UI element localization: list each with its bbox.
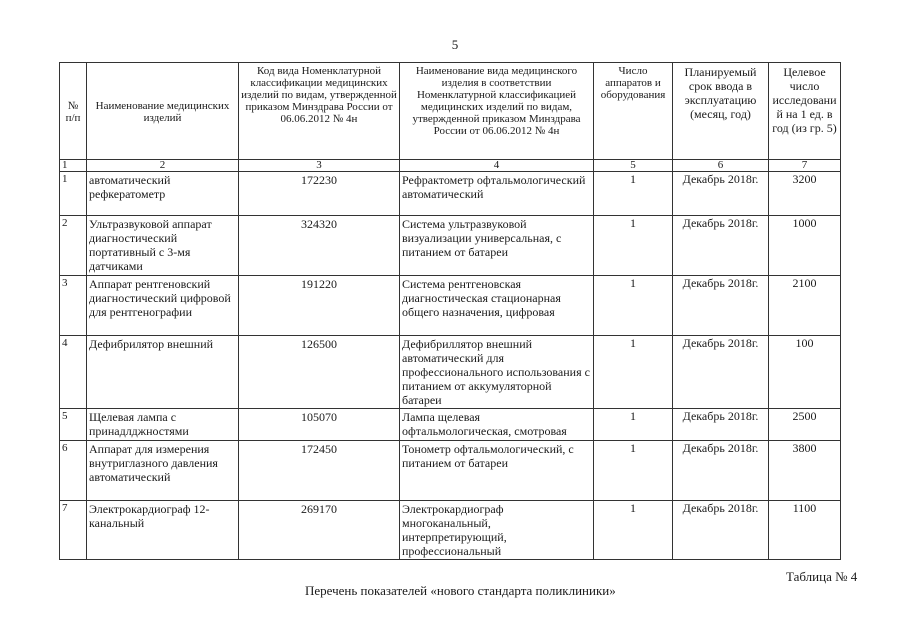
row-count: 1: [594, 336, 673, 409]
column-number: 3: [239, 160, 400, 172]
column-number: 1: [60, 160, 87, 172]
row-count: 1: [594, 276, 673, 336]
row-date: Декабрь 2018г.: [673, 409, 769, 441]
row-target: 3800: [769, 441, 841, 501]
row-count: 1: [594, 441, 673, 501]
row-target: 3200: [769, 172, 841, 216]
row-num: 4: [60, 336, 87, 409]
row-code: 191220: [239, 276, 400, 336]
column-number: 6: [673, 160, 769, 172]
header-kind: Наименование вида медицинского изделия в соответствии Номенклатурной классификацией медицинских изделий по видам, утвержденной приказом Минздрава России от 06.06.2012 № 4н: [400, 63, 594, 160]
table-row: [60, 501, 841, 560]
row-target: 2500: [769, 409, 841, 441]
row-code: 172230: [239, 172, 400, 216]
row-name: Ультразвуковой аппарат диагностический портативный с 3-мя датчиками: [87, 216, 239, 276]
row-target: 1000: [769, 216, 841, 276]
row-num: 6: [60, 441, 87, 501]
row-count: 1: [594, 409, 673, 441]
row-num: 3: [60, 276, 87, 336]
row-name: автоматический рефкератометр: [87, 172, 239, 216]
row-kind: Система рентгеновская диагностическая стационарная общего назначения, цифровая: [400, 276, 594, 336]
column-number: 7: [769, 160, 841, 172]
medical-equipment-table: [59, 62, 841, 560]
page-number: 5: [451, 37, 459, 52]
row-kind: Лампа щелевая офтальмологическая, смотровая: [400, 409, 594, 441]
row-code: 105070: [239, 409, 400, 441]
row-code: 324320: [239, 216, 400, 276]
table-row: [60, 336, 841, 409]
row-kind: Электрокардиограф многоканальный, интерпретирующий, профессиональный: [400, 501, 594, 560]
row-num: 5: [60, 409, 87, 441]
row-name: Дефибрилятор внешний: [87, 336, 239, 409]
header-name: Наименование медицинских изделий: [87, 63, 239, 160]
column-number: 5: [594, 160, 673, 172]
row-code: 126500: [239, 336, 400, 409]
row-target: 1100: [769, 501, 841, 560]
table-row: [60, 276, 841, 336]
header-num: № п/п: [60, 63, 87, 160]
header-target: Целевое число исследований на 1 ед. в год (из гр. 5): [769, 63, 841, 160]
row-kind: Рефрактометр офтальмологический автоматический: [400, 172, 594, 216]
column-number-row: [60, 160, 841, 172]
header-count: Число аппаратов и оборудования: [594, 63, 673, 160]
header-code: Код вида Номенклатурной классификации медицинских изделий по видам, утвержденной приказом Минздрава России от 06.06.2012 № 4н: [239, 63, 400, 160]
row-code: 269170: [239, 501, 400, 560]
header-plan: Планируемый срок ввода в эксплуатацию (месяц, год): [673, 63, 769, 160]
list-title: Перечень показателей «нового стандарта поликлиники»: [305, 583, 616, 598]
row-count: 1: [594, 216, 673, 276]
row-count: 1: [594, 501, 673, 560]
table-label: Таблица № 4: [786, 569, 858, 584]
row-num: 1: [60, 172, 87, 216]
column-number: 2: [87, 160, 239, 172]
row-target: 100: [769, 336, 841, 409]
row-num: 2: [60, 216, 87, 276]
row-name: Аппарат рентгеновский диагностический цифровой для рентгенографии: [87, 276, 239, 336]
column-number: 4: [400, 160, 594, 172]
row-kind: Система ультразвуковой визуализации универсальная, с питанием от батареи: [400, 216, 594, 276]
row-date: Декабрь 2018г.: [673, 441, 769, 501]
table-row: [60, 441, 841, 501]
row-num: 7: [60, 501, 87, 560]
row-date: Декабрь 2018г.: [673, 172, 769, 216]
row-kind: Тонометр офтальмологический, с питанием от батареи: [400, 441, 594, 501]
table-row: [60, 409, 841, 441]
table-row: [60, 172, 841, 216]
row-date: Декабрь 2018г.: [673, 276, 769, 336]
table-row: [60, 216, 841, 276]
table-header-row: [60, 63, 841, 160]
row-name: Щелевая лампа с принадлджностями: [87, 409, 239, 441]
row-date: Декабрь 2018г.: [673, 216, 769, 276]
row-count: 1: [594, 172, 673, 216]
row-kind: Дефибриллятор внешний автоматический для профессионального использования с питанием от аккумуляторной батареи: [400, 336, 594, 409]
row-date: Декабрь 2018г.: [673, 336, 769, 409]
row-code: 172450: [239, 441, 400, 501]
row-target: 2100: [769, 276, 841, 336]
row-name: Аппарат для измерения внутриглазного давления автоматический: [87, 441, 239, 501]
row-date: Декабрь 2018г.: [673, 501, 769, 560]
row-name: Электрокардиограф 12-канальный: [87, 501, 239, 560]
